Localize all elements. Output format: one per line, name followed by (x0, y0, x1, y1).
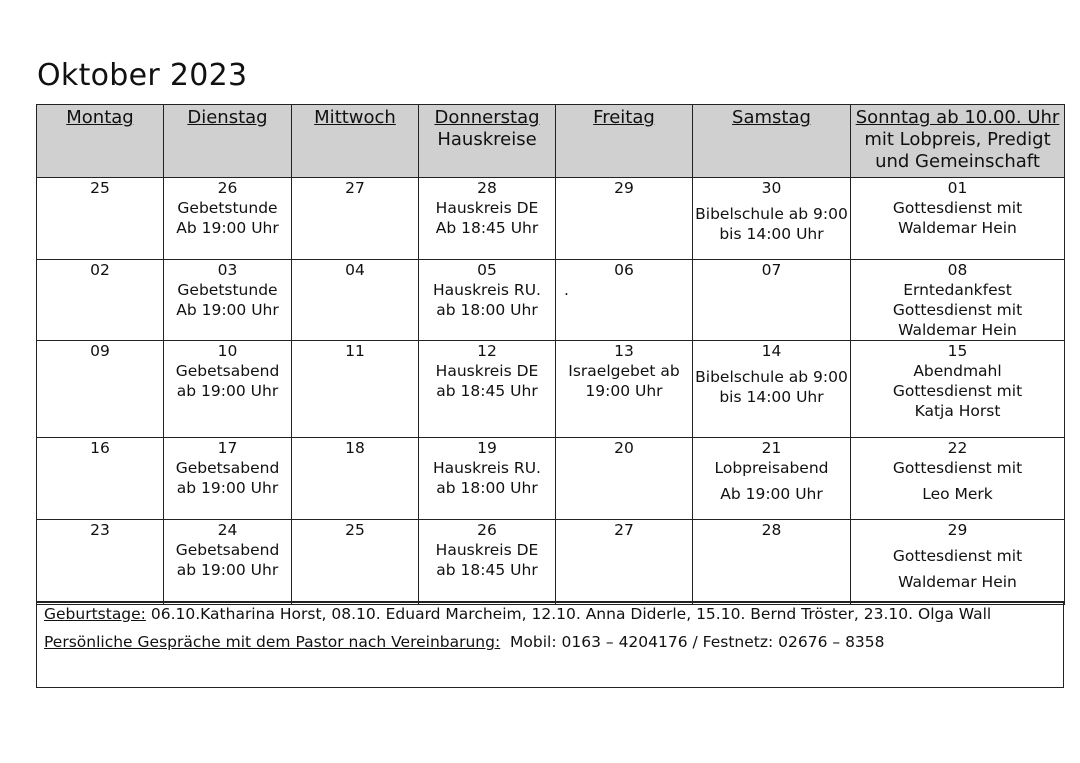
event-line: Ab 18:45 Uhr (435, 219, 539, 237)
day-number: 29 (947, 521, 968, 539)
week-row (37, 438, 1065, 520)
day-cell (37, 520, 164, 605)
event-line: Gebetstunde (177, 199, 278, 217)
event-line: Hauskreis DE (435, 199, 539, 217)
event-line: ab 18:45 Uhr (436, 561, 538, 579)
day-cell (37, 260, 164, 341)
event-line: Ab 19:00 Uhr (176, 219, 279, 237)
event-line: Gottesdienst mit (892, 199, 1023, 217)
day-cell (164, 260, 292, 341)
event-line: Katja Horst (914, 402, 1001, 420)
day-number: 18 (345, 439, 365, 457)
event-line: bis 14:00 Uhr (719, 388, 824, 406)
day-number: 28 (761, 521, 782, 539)
event-line: Gottesdienst mit (892, 547, 1023, 565)
day-cell (693, 341, 851, 438)
day-cell (292, 178, 419, 260)
event-line: Erntedankfest (903, 281, 1012, 299)
day-number: 02 (90, 261, 110, 279)
day-cell (851, 520, 1065, 605)
event-line: ab 18:00 Uhr (436, 479, 538, 497)
day-number: 15 (947, 342, 968, 360)
day-cell (164, 341, 292, 438)
day-cell (556, 178, 693, 260)
day-cell (292, 438, 419, 520)
event-line: Waldemar Hein (898, 321, 1017, 339)
day-cell (419, 178, 556, 260)
birthdays-text: 06.10.Katharina Horst, 08.10. Eduard Marcheim, 12.10. Anna Diderle, 15.10. Bernd Tröster, 23.10. Olga Wall (145, 605, 992, 623)
event-line: Leo Merk (922, 485, 993, 503)
day-cell (556, 341, 693, 438)
day-number: 27 (345, 179, 365, 197)
day-cell (693, 178, 851, 260)
day-number: 30 (761, 179, 782, 197)
event-line: Hauskreis DE (435, 541, 539, 559)
day-cell (556, 520, 693, 605)
day-number: 24 (217, 521, 238, 539)
day-number: 12 (477, 342, 497, 360)
header-sonntag: Sonntag ab 10.00. Uhr mit Lobpreis, Predigt und Gemeinschaft (851, 105, 1065, 178)
event-line: ab 19:00 Uhr (176, 479, 279, 497)
day-cell (419, 260, 556, 341)
day-number: 07 (761, 261, 782, 279)
day-number: 10 (217, 342, 238, 360)
pastor-contact-line (44, 633, 885, 651)
event-line: Ab 19:00 Uhr (720, 485, 823, 503)
day-number: 03 (217, 261, 238, 279)
day-number: 14 (761, 342, 782, 360)
event-line: ab 18:45 Uhr (436, 382, 538, 400)
header-montag: Montag (37, 105, 164, 178)
event-line: Israelgebet ab (568, 362, 680, 380)
weekday-header-row (37, 105, 1065, 178)
week-row (37, 178, 1065, 260)
day-number: 04 (345, 261, 365, 279)
header-donnerstag: Donnerstag Hauskreise (419, 105, 556, 178)
day-number: 11 (345, 342, 365, 360)
event-line: Gottesdienst mit (892, 301, 1023, 319)
event-line: 19:00 Uhr (585, 382, 663, 400)
event-line: Gebetstunde (177, 281, 278, 299)
day-cell (37, 438, 164, 520)
event-line: ab 19:00 Uhr (176, 561, 279, 579)
event-line: Waldemar Hein (898, 573, 1017, 591)
event-line: bis 14:00 Uhr (719, 225, 824, 243)
event-line: Gottesdienst mit (892, 459, 1023, 477)
day-cell (851, 260, 1065, 341)
page-title: Oktober 2023 (37, 58, 248, 93)
day-number: 21 (761, 439, 782, 457)
day-cell (292, 260, 419, 341)
day-cell (419, 341, 556, 438)
event-line: Bibelschule ab 9:00 (695, 205, 848, 223)
day-cell (693, 520, 851, 605)
event-line: Gottesdienst mit (892, 382, 1023, 400)
day-cell (164, 178, 292, 260)
day-number: 22 (947, 439, 968, 457)
day-cell (693, 438, 851, 520)
day-number: 05 (477, 261, 497, 279)
week-row (37, 341, 1065, 438)
header-dienstag: Dienstag (164, 105, 292, 178)
event-line: ab 19:00 Uhr (176, 382, 279, 400)
day-cell (37, 178, 164, 260)
header-mittwoch: Mittwoch (292, 105, 419, 178)
day-cell (292, 520, 419, 605)
day-number: 09 (90, 342, 110, 360)
day-number: 25 (90, 179, 110, 197)
event-line: . (564, 281, 569, 299)
day-number: 13 (614, 342, 634, 360)
event-line: Gebetsabend (175, 362, 280, 380)
day-number: 28 (477, 179, 497, 197)
event-line: Hauskreis RU. (433, 459, 541, 477)
day-cell (851, 178, 1065, 260)
day-number: 23 (90, 521, 110, 539)
header-freitag: Freitag (556, 105, 693, 178)
day-cell (851, 341, 1065, 438)
day-number: 06 (614, 261, 634, 279)
day-number: 27 (614, 521, 634, 539)
day-cell (37, 341, 164, 438)
event-line: Gebetsabend (175, 459, 280, 477)
footer-notes (36, 601, 1064, 688)
day-cell (419, 520, 556, 605)
event-line: Gebetsabend (175, 541, 280, 559)
day-cell (419, 438, 556, 520)
week-row (37, 260, 1065, 341)
day-cell (164, 520, 292, 605)
day-number: 16 (90, 439, 110, 457)
day-number: 25 (345, 521, 365, 539)
event-line: ab 18:00 Uhr (436, 301, 538, 319)
event-line: Bibelschule ab 9:00 (695, 368, 848, 386)
day-cell (164, 438, 292, 520)
event-line: Lobpreisabend (714, 459, 829, 477)
event-line: Ab 19:00 Uhr (176, 301, 279, 319)
day-cell (292, 341, 419, 438)
week-row (37, 520, 1065, 605)
birthdays-label: Geburtstage: (44, 605, 146, 623)
day-cell (851, 438, 1065, 520)
day-number: 19 (477, 439, 497, 457)
day-cell (556, 438, 693, 520)
pastor-label: Persönliche Gespräche mit dem Pastor nach Vereinbarung: (44, 633, 501, 651)
header-samstag: Samstag (693, 105, 851, 178)
pastor-contact-text: Mobil: 0163 – 4204176 / Festnetz: 02676 – 8358 (500, 633, 885, 651)
day-number: 26 (477, 521, 497, 539)
day-number: 08 (947, 261, 968, 279)
calendar-table (36, 104, 1065, 605)
event-line: Waldemar Hein (898, 219, 1017, 237)
event-line: Abendmahl (913, 362, 1002, 380)
day-cell (556, 260, 693, 341)
day-number: 20 (614, 439, 634, 457)
day-number: 17 (217, 439, 238, 457)
day-number: 26 (217, 179, 238, 197)
event-line: Hauskreis RU. (433, 281, 541, 299)
event-line: Hauskreis DE (435, 362, 539, 380)
day-cell (693, 260, 851, 341)
day-number: 29 (614, 179, 634, 197)
birthdays-line (44, 605, 991, 623)
day-number: 01 (947, 179, 968, 197)
